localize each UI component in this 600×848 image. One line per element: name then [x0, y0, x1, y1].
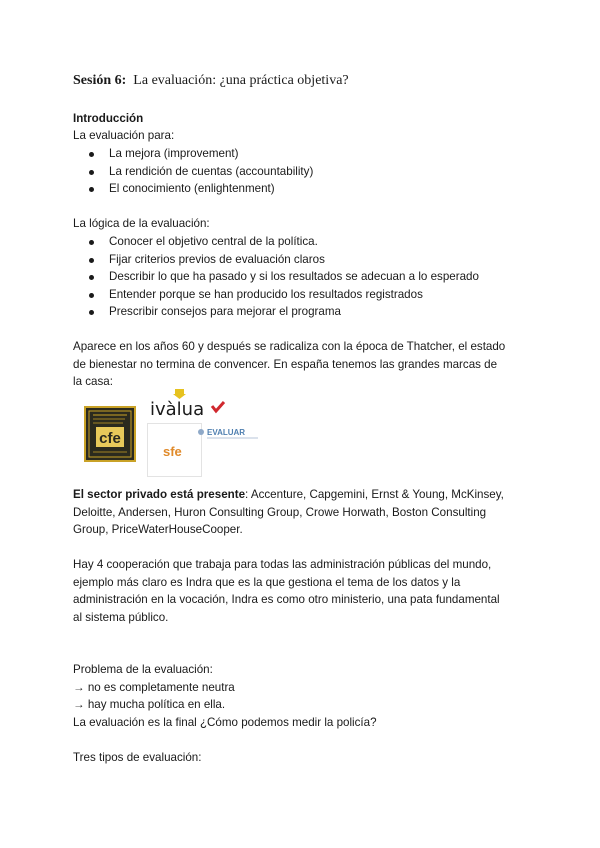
evaluar-logo [196, 425, 266, 441]
session-label: Sesión 6: [73, 73, 127, 88]
list-item: El conocimiento (enlightenment) [73, 180, 313, 198]
para1-line: de bienestar no termina de convencer. En españa tenemos las grandes marcas de [73, 358, 498, 371]
private-heading: El sector privado está presente [73, 488, 246, 501]
para2-line: administración en la vocación, Indra es como otro ministerio, una pata fundamental [73, 593, 500, 606]
para2-line: al sistema público. [73, 611, 169, 624]
list-item: Describir lo que ha pasado y si los resultados se adecuan a lo esperado [73, 268, 479, 286]
cfe-logo [77, 393, 143, 471]
problem-line: → hay mucha política en ella. [73, 698, 226, 711]
problem-line: → no es completamente neutra [73, 681, 235, 694]
ivalua-logo [150, 389, 230, 419]
para2-line: ejemplo más claro es Indra que es la que gestiona el tema de los datos y la [73, 576, 461, 589]
para1-line: Aparece en los años 60 y después se radicaliza con la época de Thatcher, el estado [73, 340, 506, 353]
cfe-logo-text: cfe [99, 430, 121, 447]
intro-list [73, 145, 313, 198]
intro-lead: La evaluación para: [73, 129, 175, 142]
private-line [73, 486, 504, 504]
list-item: Conocer el objetivo central de la política. [73, 233, 479, 251]
sfe-logo [147, 423, 202, 477]
list-item: Entender porque se han producido los resultados registrados [73, 286, 479, 304]
intro-heading: Introducción [73, 112, 144, 125]
para2-line: Hay 4 cooperación que trabaja para todas las administración públicas del mundo, [73, 558, 492, 571]
para1-line: la casa: [73, 375, 113, 388]
private-line: Group, PriceWaterHouseCooper. [73, 523, 243, 536]
logic-list [73, 233, 479, 321]
problem-line: Problema de la evaluación: [73, 663, 213, 676]
list-item: La rendición de cuentas (accountability) [73, 163, 313, 181]
session-topic: La evaluación: ¿una práctica objetiva? [133, 73, 349, 88]
list-item: Prescribir consejos para mejorar el programa [73, 303, 479, 321]
problem-line: La evaluación es la final ¿Cómo podemos medir la policía? [73, 716, 377, 729]
types-heading: Tres tipos de evaluación: [73, 751, 202, 764]
private-text: : Accenture, Capgemini, Ernst & Young, McKinsey, [245, 488, 504, 501]
logic-lead: La lógica de la evaluación: [73, 217, 210, 230]
evaluar-logo-text: EVALUAR [207, 428, 246, 437]
list-item: La mejora (improvement) [73, 145, 313, 163]
page-title [73, 73, 349, 89]
ivalua-logo-text: ivàlua [150, 399, 205, 419]
sfe-logo-text: sfe [163, 444, 182, 459]
list-item: Fijar criterios previos de evaluación claros [73, 251, 479, 269]
private-line: Deloitte, Andersen, Huron Consulting Group, Crowe Horwath, Boston Consulting [73, 506, 487, 519]
